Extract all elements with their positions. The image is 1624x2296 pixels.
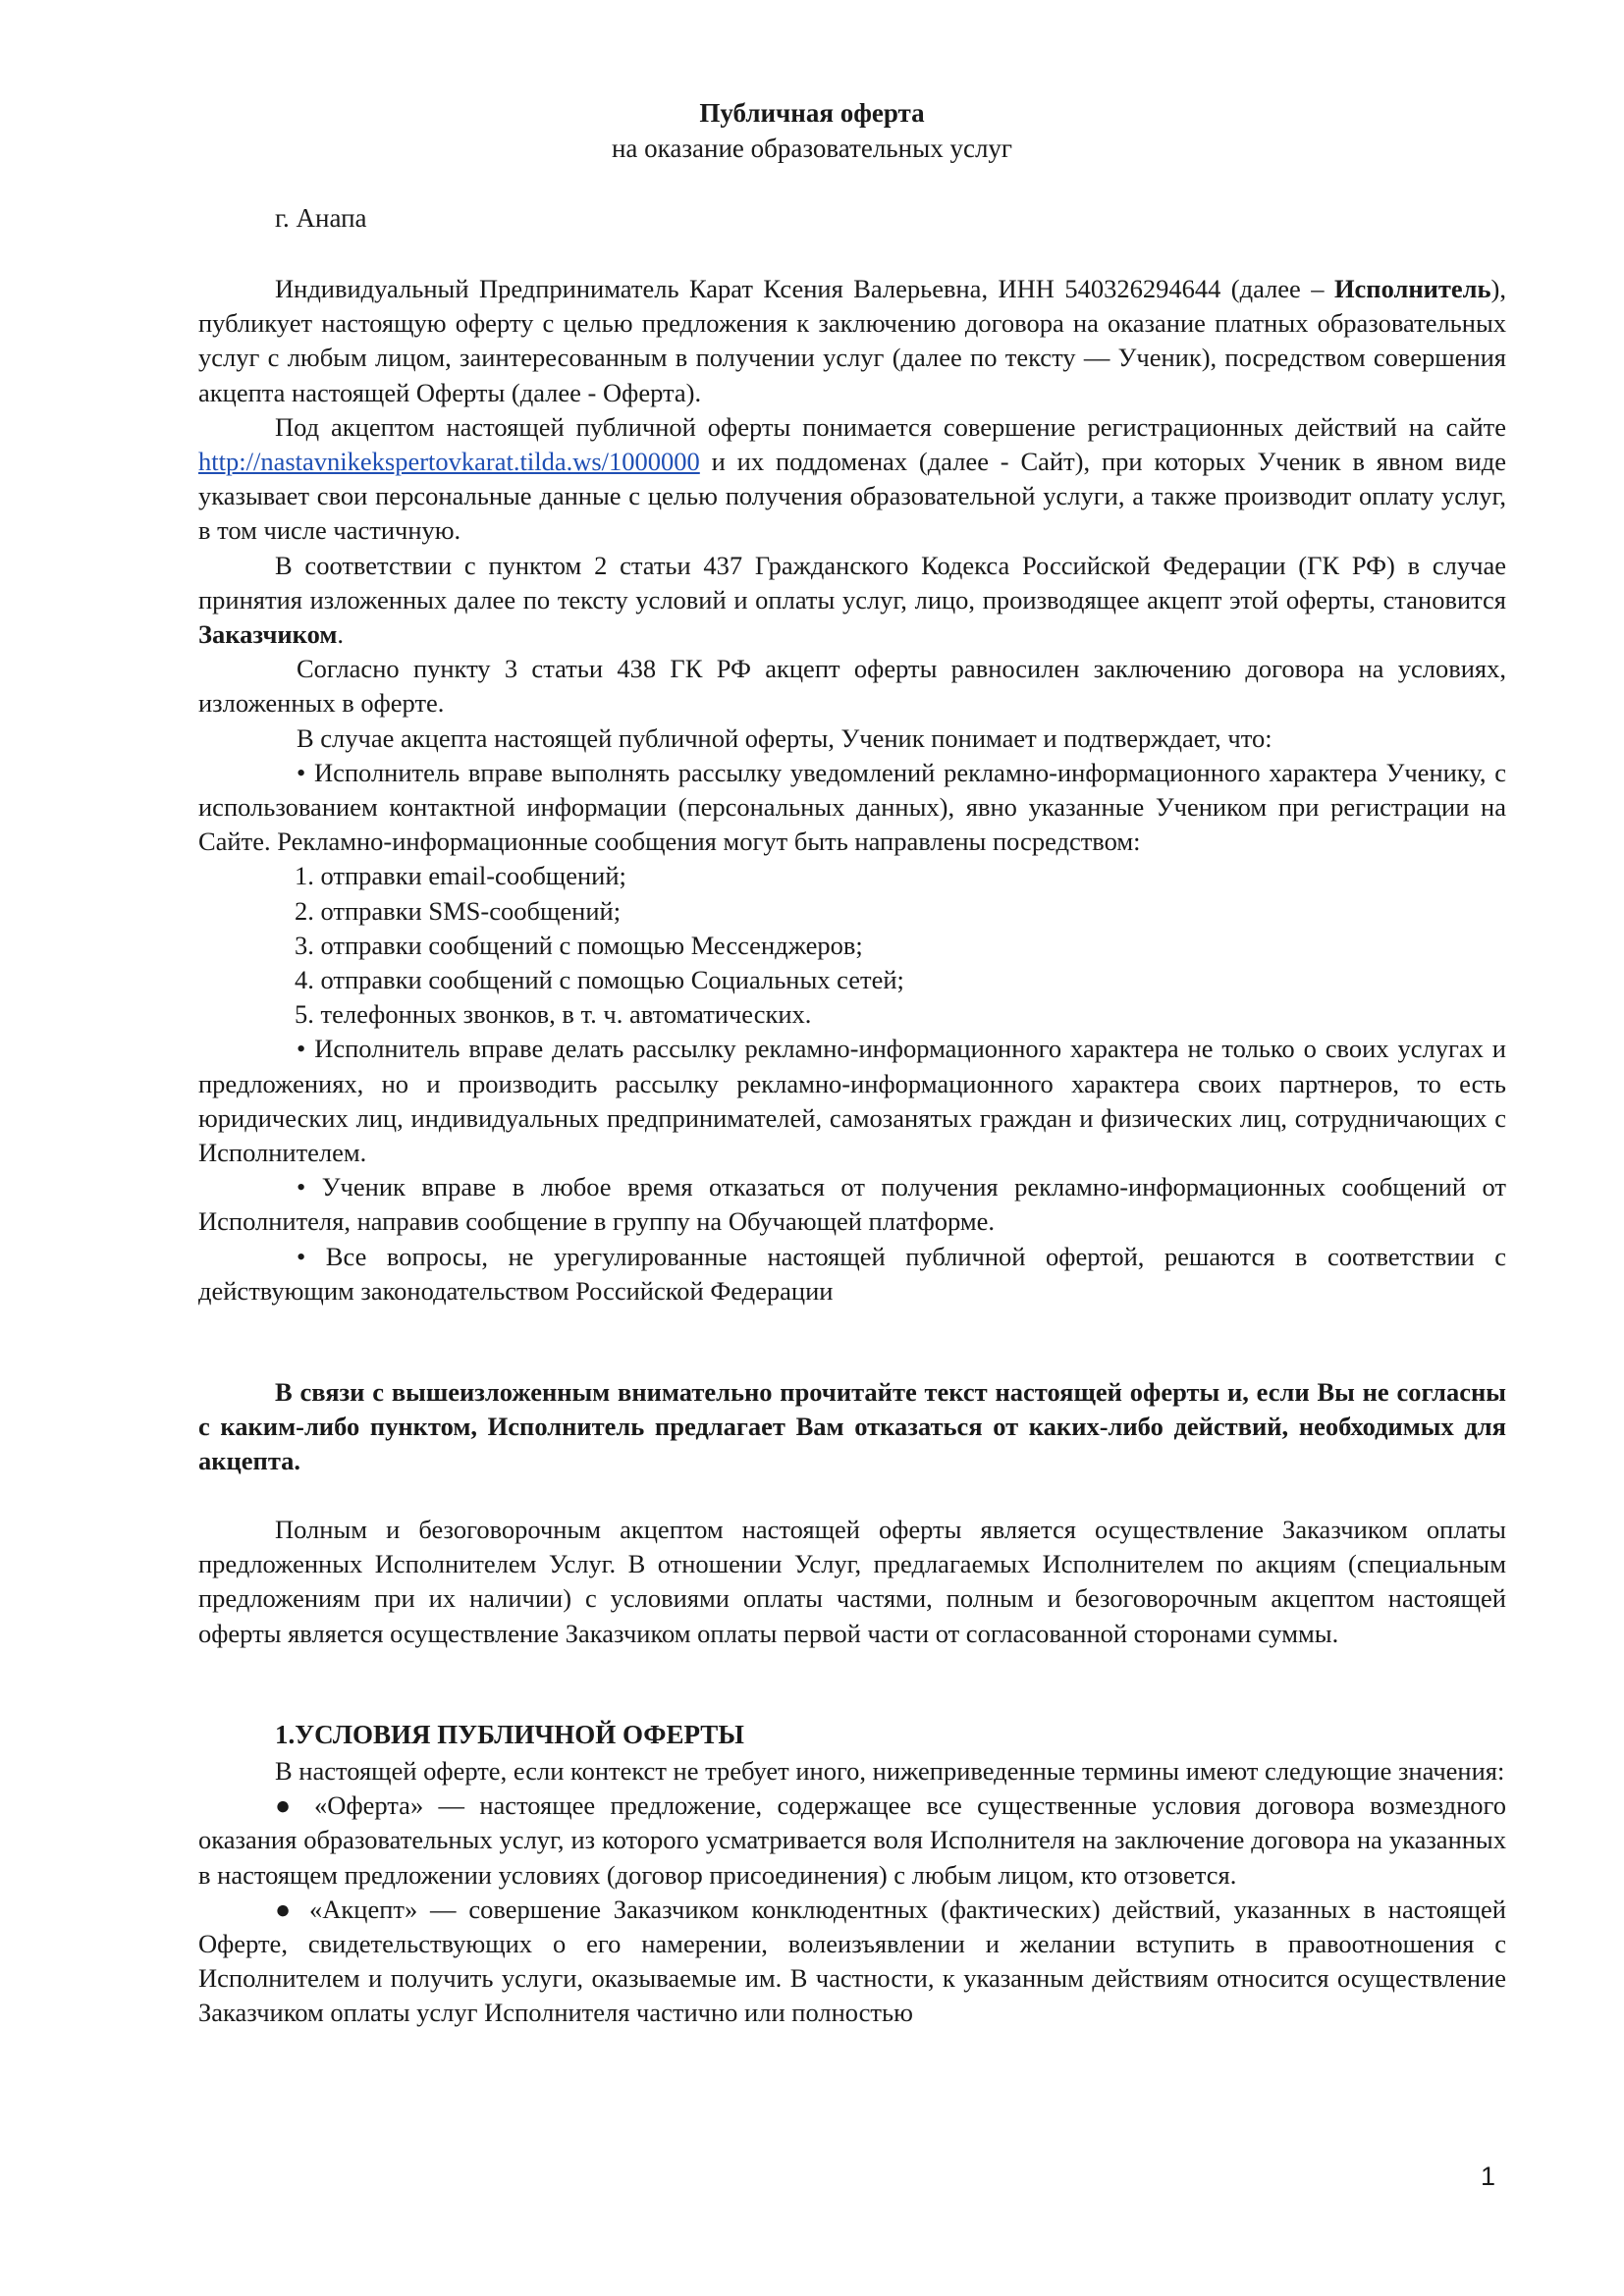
bullet-4: • Все вопросы, не урегулированные настоящей публичной офертой, решаются в соответствии с действующим законодательством Российской Федерации: [198, 1241, 1506, 1306]
document-subtitle: на оказание образовательных услуг: [611, 133, 1012, 163]
section-1-body: [198, 1754, 1506, 2031]
customer-term: Заказчиком: [198, 619, 338, 650]
executor-term: Исполнитель: [1333, 274, 1491, 303]
site-link[interactable]: http://nastavnikekspertovkarat.tilda.ws/1000000: [198, 447, 700, 477]
section-1-intro: В настоящей оферте, если контекст не требует иного, нижеприведенные термины имеют следующие значения:: [275, 1756, 1505, 1786]
channel-item: 1. отправки email-сообщений;: [295, 861, 626, 891]
acceptance-section: [198, 1513, 1506, 1651]
channel-item: 5. телефонных звонков, в т. ч. автоматических.: [295, 999, 812, 1030]
section-1-title: 1.УСЛОВИЯ ПУБЛИЧНОЙ ОФЕРТЫ: [275, 1720, 744, 1749]
bullet-2: • Исполнитель вправе делать рассылку рекламно-информационного характера не только о своих услугах и предложениях, но и производить рассылку рекламно-информационного характера своих партнеров, то есть юридических лиц, индивидуальных предпринимателей, самозанятых граждан и физических лиц, сотрудничающих с Исполнителем.: [198, 1034, 1506, 1168]
notice-paragraph: В связи с вышеизложенным внимательно прочитайте текст настоящей оферты и, если Вы не согласны с каким-либо пунктом, Исполнитель предлагает Вам отказаться от каких-либо действий, необходимых для акцепта.: [198, 1377, 1506, 1476]
intro-paragraph-5: В случае акцепта настоящей публичной оферты, Ученик понимает и подтверждает, что:: [297, 722, 1272, 753]
acceptance-paragraph: Полным и безоговорочным акцептом настоящей оферты является осуществление Заказчиком оплаты предложенных Исполнителем Услуг. В отношении Услуг, предлагаемых Исполнителем по акциям (специальным предложениям при их наличии) с условиями оплаты частями, полным и безоговорочным акцептом настоящей оферты является осуществление Заказчиком оплаты первой части от согласованной сторонами суммы.: [198, 1515, 1506, 1648]
city-line: г. Анапа: [275, 203, 367, 233]
bullet-1: • Исполнитель вправе выполнять рассылку уведомлений рекламно-информационного характера Ученику, с использованием контактной информации (персональных данных), явно указанные Учеником при регистрации на Сайте. Рекламно-информационные сообщения могут быть направлены посредством:: [198, 757, 1506, 857]
intro-paragraph-4: Согласно пункту 3 статьи 438 ГК РФ акцепт оферты равносилен заключению договора на условиях, изложенных в оферте.: [198, 654, 1506, 719]
channel-item: 2. отправки SMS-сообщений;: [295, 895, 622, 926]
channel-item: 4. отправки сообщений с помощью Социальных сетей;: [295, 965, 904, 995]
intro-paragraph-1: Индивидуальный Предприниматель Карат Ксения Валерьевна, ИНН 540326294644 (далее – Исполнитель), публикует настоящую оферту с целью предложения к заключению договора на оказание платных образовательных услуг с любым лицом, заинтересованным в получении услуг (далее по тексту — Ученик), посредством совершения акцепта настоящей Оферты (далее - Оферта).: [198, 274, 1506, 407]
channel-item: 3. отправки сообщений с помощью Мессенджеров;: [295, 930, 863, 960]
notice-block: [198, 1375, 1506, 1479]
intro-paragraph-2: Под акцептом настоящей публичной оферты понимается совершение регистрационных действий на сайте http://nastavnikekspertovkarat.tilda.ws/1000000 и их поддоменах (далее - Сайт), при которых Ученик в явном виде указывает свои персональные данные с целью получения образовательной услуги, а также производит оплату услуг, в том числе частичную.: [198, 411, 1506, 546]
intro-paragraph-3: В соответствии с пунктом 2 статьи 437 Гражданского Кодекса Российской Федерации (ГК РФ) в случае принятия изложенных далее по тексту условий и оплаты услуг, лицо, производящее акцепт этой оферты, становится Заказчиком.: [198, 550, 1506, 650]
intro-section: [198, 272, 1506, 1308]
term-offer: ● «Оферта» — настоящее предложение, содержащее все существенные условия договора возмездного оказания образовательных услуг, из которого усматривается воля Исполнителя на заключение договора на указанных в настоящем предложении условиях (договор присоединения) с любым лицом, кто отзовется.: [198, 1790, 1506, 1890]
term-acceptance: ● «Акцепт» — совершение Заказчиком конклюдентных (фактических) действий, указанных в настоящей Оферте, свидетельствующих о его намерении, волеизъявлении и желании вступить в правоотношения с Исполнителем и получить услуги, оказываемые им. В частности, к указанным действиям относится осуществление Заказчиком оплаты услуг Исполнителя частично или полностью: [198, 1894, 1506, 2028]
page-number: 1: [1481, 2162, 1496, 2191]
bullet-3: • Ученик вправе в любое время отказаться от получения рекламно-информационных сообщений от Исполнителя, направив сообщение в группу на Обучающей платформе.: [198, 1172, 1506, 1237]
document-title: Публичная оферта: [699, 98, 925, 128]
